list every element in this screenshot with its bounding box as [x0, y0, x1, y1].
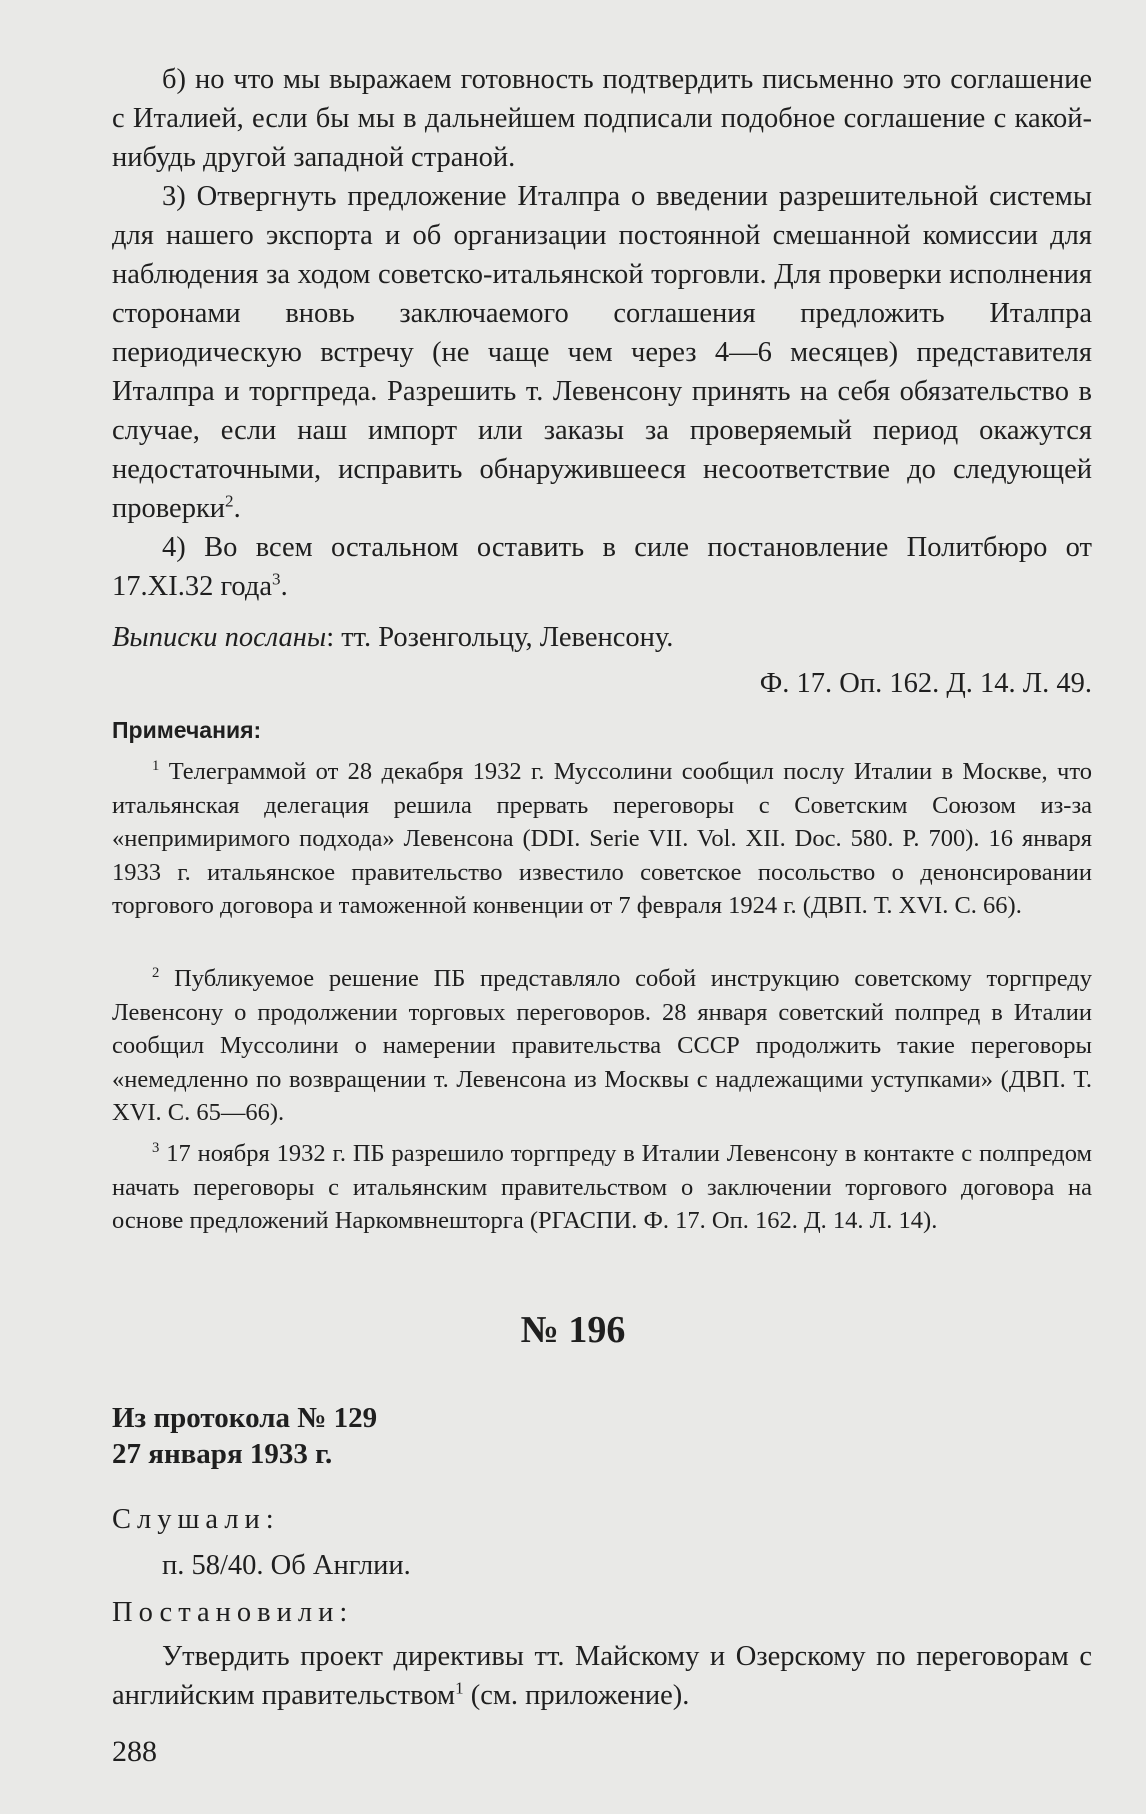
paragraph-3-end: .	[233, 493, 241, 524]
notes-heading: Примечания:	[112, 717, 262, 743]
footnote-2	[112, 962, 1092, 1130]
heard-item: п. 58/40. Об Англии.	[162, 1550, 411, 1581]
archive-reference: Ф. 17. Оп. 162. Д. 14. Л. 49.	[759, 668, 1092, 699]
footnote-3	[112, 1137, 1092, 1238]
footnote-3-number: 3	[152, 1139, 160, 1156]
protocol-line-1: Из протокола № 129	[112, 1402, 378, 1434]
sent-to-label: Выписки посланы	[112, 622, 327, 653]
paragraph-4	[112, 528, 1092, 606]
footnote-1	[112, 755, 1092, 923]
decided-main-text: Утвердить проект директивы тт. Майскому и Озерскому по переговорам с английским правительством	[112, 1641, 1092, 1711]
sent-to-recipients: : тт. Розенгольцу, Левенсону.	[326, 622, 674, 653]
decided-end: (см. приложение).	[463, 1680, 690, 1711]
decided-label: Постановили:	[112, 1597, 354, 1628]
footnote-3-text: 17 ноября 1932 г. ПБ разрешило торгпреду в Италии Левенсону в контакте с полпредом начать переговоры с итальянским правительством о заключении торгового договора на основе предложений Наркомвнешторга (РГАСПИ. Ф. 17. Оп. 162. Д. 14. Л. 14).	[112, 1140, 1093, 1234]
paragraph-4-end: .	[280, 571, 288, 602]
paragraph-b-text: б) но что мы выражаем готовность подтвердить письменно это соглашение с Италией, если бы мы в дальнейшем подписали подобное соглашение с какой-нибудь другой западной страной.	[112, 64, 1092, 173]
decided-text	[112, 1637, 1092, 1715]
footnote-ref-3[interactable]: 3	[272, 569, 281, 589]
paragraph-3-text: 3) Отвергнуть предложение Италпра о введении разрешительной системы для нашего экспорта и об организации постоянной смешанной комиссии для наблюдения за ходом советско-итальянской торговли. Для проверки исполнения сторонами вновь заключаемого соглашения предложить Италпра периодическую встречу (не чаще чем через 4—6 месяцев) представителя Италпра и торгпреда. Разрешить т. Левенсону принять на себя обязательство в случае, если наш импорт или заказы за проверяемый период окажутся недостаточными, исправить обнаружившееся несоответствие до следующей проверки	[112, 181, 1092, 524]
footnote-2-number: 2	[152, 964, 160, 981]
paragraph-3	[112, 177, 1092, 528]
sent-to	[112, 618, 1092, 657]
footnote-2-text: Публикуемое решение ПБ представляло собой инструкцию советскому торгпреду Левенсону о продолжении торговых переговоров. 28 января советский полпред в Италии сообщил Муссолини о намерении правительства СССР продолжить такие переговоры «немедленно по возвращении т. Левенсона из Москвы с надлежащими уступками» (ДВП. Т. XVI. С. 65—66).	[112, 965, 1093, 1126]
paragraph-b	[112, 60, 1092, 177]
footnote-1-text: Телеграммой от 28 декабря 1932 г. Муссолини сообщил послу Италии в Москве, что итальянская делегация решила прервать переговоры с Советским Союзом из-за «непримиримого подхода» Левенсона (DDI. Serie VII. Vol. XII. Doc. 580. P. 700). 16 января 1933 г. итальянское правительство известило советское посольство о денонсировании торгового договора и таможенной конвенции от 7 февраля 1924 г. (ДВП. Т. XVI. С. 66).	[112, 758, 1092, 919]
footnote-1-number: 1	[152, 757, 160, 774]
protocol-title	[112, 1400, 812, 1472]
decided-footnote-ref[interactable]: 1	[455, 1678, 464, 1698]
protocol-date: 27 января 1933 г.	[112, 1438, 333, 1470]
paragraph-4-text: 4) Во всем остальном оставить в силе постановление Политбюро от 17.XI.32 года	[112, 532, 1092, 602]
page-number: 288	[112, 1735, 157, 1768]
footnote-ref-2[interactable]: 2	[225, 491, 234, 511]
heard-label: Слушали:	[112, 1504, 280, 1535]
document-number: № 196	[520, 1309, 626, 1351]
